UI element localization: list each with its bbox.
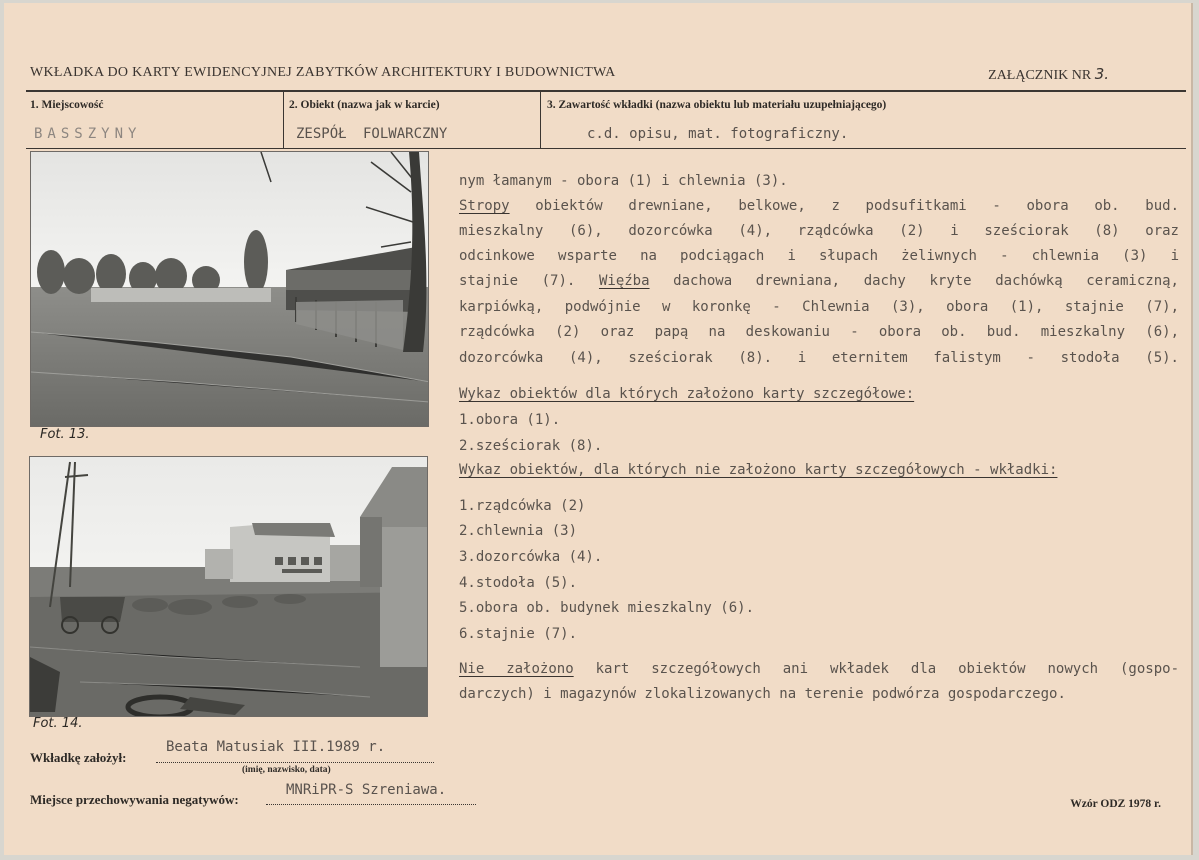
author-dotline <box>156 762 434 763</box>
author-label: Wkładkę założył: <box>30 750 127 765</box>
list1-item-1: 1.obora (1). <box>459 412 561 428</box>
header-divider-1 <box>283 92 284 148</box>
list1-heading: Wykaz obiektów dla których założono karty szczegółowe: <box>459 386 915 402</box>
list2-item-1: 1.rządcówka (2) <box>459 498 586 514</box>
stropy-heading: Stropy <box>459 198 510 214</box>
wiezba-heading: Więźba <box>598 273 650 289</box>
author-sub-label: (imię, nazwisko, data) <box>242 765 331 775</box>
text-line-3: mieszkalny (6), dozorcówka (4), rządcówka (2) i sześciorak (8) oraz <box>459 223 1179 239</box>
text-line-2-rest: obiektów drewniane, belkowe, z podsufitkami - obora ob. bud. <box>509 198 1179 214</box>
note-line-1-rest: kart szczegółowych ani wkładek dla obiektów nowych (gospo- <box>573 661 1179 677</box>
inventory-card <box>4 3 1193 855</box>
photo-14-caption: Fot. 14. <box>33 716 83 731</box>
note-line-2: darczych) i magazynów zlokalizowanych na terenie podwórza gospodarczego. <box>459 686 1066 702</box>
annex-label-text: ZAŁĄCZNIK NR <box>988 68 1092 83</box>
list2-item-4: 4.stodoła (5). <box>459 575 578 591</box>
text-line-6: karpiówką, podwójnie w koronkę - Chlewnia (3), obora (1), stajnie (7), <box>459 299 1179 315</box>
object-label: 2. Obiekt (nazwa jak w karcie) <box>289 99 440 111</box>
text-line-7: rządcówka (2) oraz papą na deskowaniu - obora ob. bud. mieszkalny (6), <box>459 324 1179 340</box>
location-value: BASSZYNY <box>34 126 142 142</box>
text-line-2 <box>459 198 1179 214</box>
header-divider-2 <box>540 92 541 148</box>
note-heading: Nie założono <box>459 661 574 677</box>
location-label: 1. Miejscowość <box>30 99 104 111</box>
storage-label: Miejsce przechowywania negatywów: <box>30 792 239 807</box>
list2-heading: Wykaz obiektów, dla których nie założono karty szczegółowych - wkładki: <box>459 462 1058 478</box>
text-line-5 <box>459 273 1179 289</box>
photo-14 <box>29 456 428 717</box>
text-line-8: dozorcówka (4), sześciorak (8). i eternitem falistym - stodoła (5). <box>459 350 1179 366</box>
card-title: WKŁADKA DO KARTY EWIDENCYJNEJ ZABYTKÓW ARCHITEKTURY I BUDOWNICTWA <box>30 65 616 80</box>
list1-item-2: 2.sześciorak (8). <box>459 438 603 454</box>
storage-dotline <box>266 804 476 805</box>
text-line-1: nym łamanym - obora (1) i chlewnia (3). <box>459 173 788 189</box>
list2-item-5: 5.obora ob. budynek mieszkalny (6). <box>459 600 755 616</box>
header-rule-bottom <box>26 148 1186 149</box>
form-version: Wzór ODZ 1978 r. <box>1070 798 1161 810</box>
text-line-5-start: stajnie (7). <box>459 273 576 289</box>
content-value: c.d. opisu, mat. fotograficzny. <box>587 126 849 142</box>
list2-item-3: 3.dozorcówka (4). <box>459 549 603 565</box>
annex-number: 3. <box>1094 65 1109 83</box>
list2-item-2: 2.chlewnia (3) <box>459 523 578 539</box>
storage-value: MNRiPR-S Szreniawa. <box>286 782 447 798</box>
note-line-1 <box>459 661 1179 677</box>
list2-item-6: 6.stajnie (7). <box>459 626 578 642</box>
photo-13-caption: Fot. 13. <box>40 427 90 442</box>
author-value: Beata Matusiak III.1989 r. <box>166 739 386 755</box>
content-label: 3. Zawartość wkładki (nazwa obiektu lub materiału uzupełniającego) <box>547 99 887 111</box>
annex-label <box>988 65 1109 84</box>
header-rule-top <box>26 90 1186 92</box>
text-line-5-rest: dachowa drewniana, dachy kryte dachówką ceramiczną, <box>649 273 1179 289</box>
object-value: ZESPÓŁ FOLWARCZNY <box>296 126 448 142</box>
text-line-4: odcinkowe wsparte na podciągach i słupach żeliwnych - chlewnia (3) i <box>459 248 1179 264</box>
photo-13 <box>30 151 429 427</box>
